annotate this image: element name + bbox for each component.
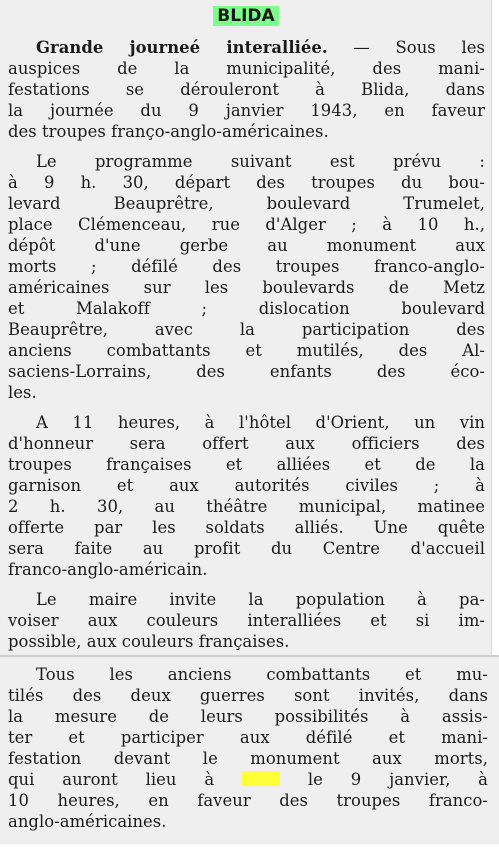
text-line: franco-anglo-américain. [8,560,208,579]
text-line: Le programme suivant est prévu : [36,152,485,171]
text-line: A 11 heures, à l'hôtel d'Orient, un vin [36,413,485,432]
newspaper-clipping-bottom [0,655,499,844]
text-line: anciens combattants et mutilés, des Al- [8,341,485,360]
text-line: les. [8,383,37,402]
text-line: tilés des deux guerres sont invités, dans [8,686,488,705]
lead-heading: Grande journeé interalliée. [36,38,328,57]
text-line: voiser aux couleurs interalliées et si im- [8,611,485,630]
text-line [8,769,488,790]
text-line: auspices de la municipalité, des mani- [8,59,485,78]
text-line: Beauprêtre, avec la participation des [8,320,485,339]
text-line: sera faite au profit du Centre d'accueil [8,539,485,558]
text-line: 2 h. 30, au théâtre municipal, matinee [8,497,485,516]
highlighted-placename [242,771,280,786]
text-line: saciens-Lorrains, des enfants des éco- [8,362,485,381]
text-line: dépôt d'une gerbe au monument aux [8,236,485,255]
text-line: garnison et aux autorités civiles ; à [8,476,485,495]
text-line: place Clémenceau, rue d'Alger ; à 10 h., [8,215,485,234]
text-line: possible, aux couleurs françaises. [8,632,290,651]
text-line: d'honneur sera offert aux officiers des [8,434,485,453]
text-line: américaines sur les boulevards de Metz [8,278,485,297]
text-line: troupes françaises et alliées et de la [8,455,485,474]
text-line: à 9 h. 30, départ des troupes du bou- [8,173,485,192]
text-line: 10 heures, en faveur des troupes franco- [8,791,488,810]
text-line: anglo-américaines. [8,812,167,831]
heading-text: BLIDA [213,6,278,26]
text-line: et Malakoff ; dislocation boulevard [8,299,485,318]
text-run: le 9 janvier, à [307,770,488,789]
text-line: festation devant le monument aux morts, [8,749,488,768]
text-line: levard Beauprêtre, boulevard Trumelet, [8,194,485,213]
text-line: la journée du 9 janvier 1943, en faveur [8,101,485,120]
text-line [36,37,485,58]
lead-text: — Sous les [327,38,485,57]
text-run: qui auront lieu à [8,770,215,789]
text-line: ter et participer aux défilé et mani- [8,728,488,747]
text-line: morts ; défilé des troupes franco-anglo- [8,257,485,276]
text-line: des troupes franço-anglo-américaines. [8,122,329,141]
article-heading [0,5,492,27]
text-line: offerte par les soldats alliés. Une quête [8,518,485,537]
text-line: festations se dérouleront à Blida, dans [8,80,485,99]
text-line: Le maire invite la population à pa- [36,590,485,609]
text-line: Tous les anciens combattants et mu- [36,665,488,684]
text-line: la mesure de leurs possibilités à assis- [8,707,488,726]
